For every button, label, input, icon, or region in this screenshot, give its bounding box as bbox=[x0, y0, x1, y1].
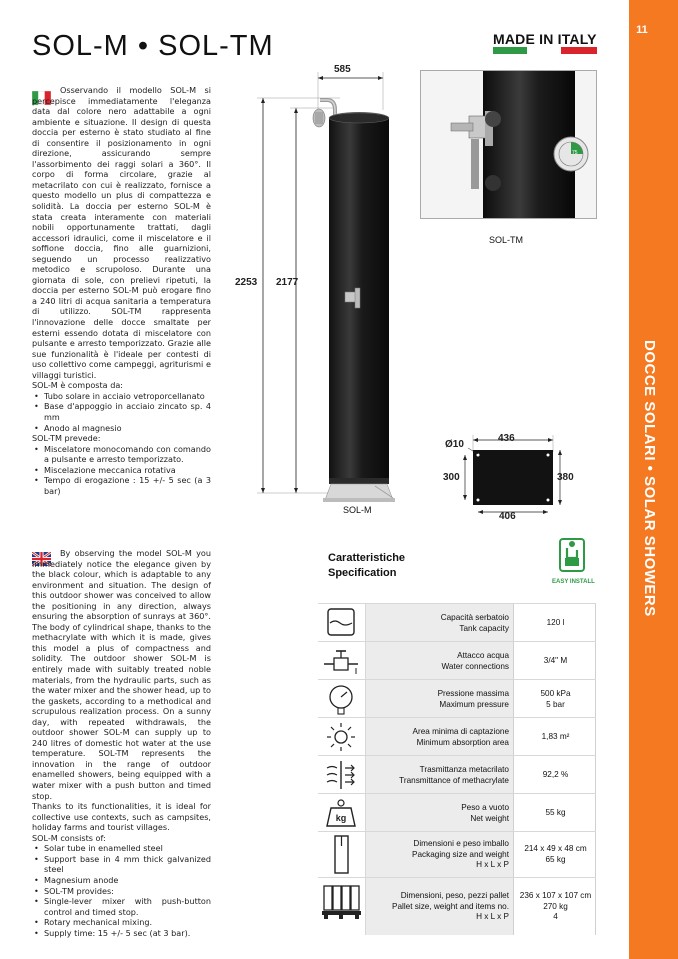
italian-provides-heading: SOL-TM prevede: bbox=[32, 433, 101, 444]
table-row bbox=[318, 831, 596, 877]
spec-value-2: 65 kg bbox=[545, 854, 566, 864]
english-text bbox=[32, 548, 211, 938]
water-connection-icon bbox=[318, 642, 365, 679]
base-right-dimension: 380 bbox=[557, 472, 574, 483]
spec-label-it: Capacità serbatoio bbox=[440, 613, 509, 622]
base-hole-dimension: Ø10 bbox=[445, 439, 464, 450]
list-item: • Single-lever mixer with push-button control and timed stop. bbox=[32, 896, 211, 917]
pallet-icon bbox=[318, 878, 365, 935]
list-item: • Miscelatore monocomando con comando a pulsante e arresto temporizzato. bbox=[32, 444, 211, 465]
weight-icon-text: kg bbox=[335, 813, 347, 823]
width-dimension: 585 bbox=[334, 64, 351, 75]
table-row bbox=[318, 641, 596, 679]
list-item: • Anodo al magnesio bbox=[32, 423, 211, 434]
caption-sol-m: SOL-M bbox=[343, 505, 372, 515]
transmittance-icon bbox=[318, 756, 365, 793]
table-row bbox=[318, 877, 596, 935]
spec-label-it: Area minima di captazione bbox=[412, 727, 509, 736]
spec-label-it: Dimensioni e peso imballo bbox=[413, 839, 509, 848]
spec-title-en: Specification bbox=[328, 567, 397, 579]
pressure-gauge-icon bbox=[318, 680, 365, 717]
spec-value: 500 kPa bbox=[540, 689, 571, 698]
spec-value: 214 x 49 x 48 cm bbox=[524, 844, 587, 853]
spec-value: 120 l bbox=[546, 618, 565, 627]
made-in-italy-label: MADE IN ITALY bbox=[493, 31, 597, 47]
page-number: 11 bbox=[636, 24, 648, 36]
spec-label-3: H x L x P bbox=[476, 912, 509, 921]
spec-label-it: Dimensioni, peso, pezzi pallet bbox=[400, 891, 509, 900]
italian-paragraph: Osservando il modello SOL-M si percepisce immediatamente l'eleganza data dal colore nero adattabile a ogni ambiente e situazione. Il design di questa doccia per esterno è stato studiato al fine di consentire il posizionamento in ogni direzione, assicurando sempre l'assorbimento dei raggi solari a 360°. Il corpo di forma circolare, grazie al metacrilato con cui è realizzato, fornisce a questo modello un plus di compattezza e solidità. La doccia per esterno SOL-M è stata creata interamente con materiali nobili opportunamente trattati, dagli accessori idraulici, come il miscelatore e il soffione doccia, fino alle guarnizioni, seguendo un processo realizzativo metodico e scrupoloso. Durante una giornata di sole, con prelievi ripetuti, la doccia per esterno SOL-M può erogare fino a 240 litri di acqua sanitaria a temperatura di utilizzo. SOL-TM rappresenta l'innovazione delle docce smaltate per esterni essendo dotata di miscelatore con pulsante e arresto temporizzato. Grazie alle sue funzionalità è l'ideale per contesti di uso collettivo come campeggi, agriturismi e villaggi turistici. bbox=[32, 85, 211, 380]
flag-bar-red bbox=[561, 47, 597, 54]
spec-title bbox=[328, 551, 405, 581]
spec-value: 3/4" M bbox=[543, 656, 568, 665]
spec-label-it: Peso a vuoto bbox=[461, 803, 509, 812]
list-item: • Supply time: 15 +/- 5 sec (at 3 bar). bbox=[32, 928, 211, 939]
spec-label-en: Net weight bbox=[470, 813, 509, 823]
spec-label-en: Packaging size and weight bbox=[412, 849, 509, 859]
spec-title-it: Caratteristiche bbox=[328, 552, 406, 564]
spec-label-it: Trasmittanza metacrilato bbox=[419, 765, 509, 774]
table-row bbox=[318, 793, 596, 831]
list-item: • Tempo di erogazione : 15 +/- 5 sec (a 3 bar) bbox=[32, 475, 211, 496]
spec-value: 1,83 m² bbox=[541, 732, 570, 741]
list-item: • Rotary mechanical mixing. bbox=[32, 917, 211, 928]
english-composed-heading: SOL-M consists of: bbox=[32, 832, 106, 843]
list-item: • Base d'appoggio in acciaio zincato sp. 4 mm bbox=[32, 401, 211, 422]
weight-icon bbox=[318, 794, 365, 831]
spec-label-en: Minimum absorption area bbox=[416, 737, 509, 747]
shower-drawing bbox=[225, 60, 425, 530]
italian-composed-heading: SOL-M è composta da: bbox=[32, 380, 124, 391]
page-title: SOL-M • SOL-TM bbox=[32, 30, 274, 62]
table-row bbox=[318, 717, 596, 755]
spec-value: 236 x 107 x 107 cm bbox=[519, 891, 592, 900]
spec-label-it: Attacco acqua bbox=[457, 651, 509, 660]
list-item: • Tubo solare in acciaio vetroporcellanato bbox=[32, 391, 211, 402]
easy-install-label: EASY INSTALL bbox=[552, 579, 595, 585]
flag-bar-green bbox=[493, 47, 527, 54]
base-top-dimension: 436 bbox=[498, 433, 515, 444]
list-item: • Support base in 4 mm thick galvanized steel bbox=[32, 854, 211, 875]
spec-label-it: Pressione massima bbox=[437, 689, 509, 698]
table-row bbox=[318, 755, 596, 793]
spec-label-en: Water connections bbox=[441, 661, 509, 671]
list-item: • SOL-TM provides: bbox=[32, 886, 211, 897]
spec-label-3: H x L x P bbox=[476, 860, 509, 869]
section-label: DOCCE SOLARI • SOLAR SHOWERS bbox=[641, 340, 658, 617]
list-item: • Miscelazione meccanica rotativa bbox=[32, 465, 211, 476]
spec-table bbox=[318, 603, 596, 935]
table-row bbox=[318, 679, 596, 717]
inner-height-dimension: 2177 bbox=[276, 277, 299, 288]
spec-label-en: Pallet size, weight and items no. bbox=[392, 901, 509, 911]
sol-tm-detail-image bbox=[420, 70, 597, 219]
base-left-dimension: 300 bbox=[443, 472, 460, 483]
italian-text bbox=[32, 85, 211, 496]
caption-sol-tm: SOL-TM bbox=[489, 235, 524, 245]
spec-label-en: Maximum pressure bbox=[439, 699, 509, 709]
spec-value-2: 5 bar bbox=[546, 699, 565, 709]
spec-label-en: Tank capacity bbox=[459, 623, 509, 633]
spec-value-2: 270 kg bbox=[543, 901, 568, 911]
base-bottom-dimension: 406 bbox=[499, 511, 516, 522]
table-row bbox=[318, 603, 596, 641]
list-item: • Magnesium anode bbox=[32, 875, 211, 886]
total-height-dimension: 2253 bbox=[235, 277, 258, 288]
package-icon bbox=[318, 832, 365, 877]
flag-bar-white bbox=[527, 47, 561, 54]
gauge-value: 75 bbox=[572, 150, 578, 156]
spec-value-3: 4 bbox=[553, 912, 558, 921]
sun-icon bbox=[318, 718, 365, 755]
english-paragraph-2: Thanks to its functionalities, it is ideal for collective use contexts, such as campsites, holiday farms and tourist villages. bbox=[32, 801, 211, 833]
spec-value: 92,2 % bbox=[542, 770, 569, 779]
english-paragraph: By observing the model SOL-M you immediately notice the elegance given by the black colour, which is adaptable to any environment and situation. The design of this outdoor shower was conceived to allow the positioning in any direction, always ensuring the absorption of sunrays at 360°. The body of cylindrical shape, thanks to the methacrylate with which it is made, gives this model a plus of compactness and solidity. The outdoor shower SOL-M is entirely made with suitably treated noble materials, from the hydraulic parts, such as the water mixer and the shower head, up to the gaskets, according to a methodical and scrupulous realization process. On a sunny day, with repeated withdrawals, the outdoor shower SOL-M can supply up to 240 litres of domestic hot water at the use temperature. SOL-TM represents the innovation in the range of outdoor enamelled showers, being equipped with a water mixer with a push button and timed stop. bbox=[32, 548, 211, 801]
list-item: • Solar tube in enamelled steel bbox=[32, 843, 211, 854]
spec-label-en: Transmittance of methacrylate bbox=[399, 775, 509, 785]
easy-install-icon bbox=[557, 536, 587, 576]
tank-icon bbox=[318, 604, 365, 641]
spec-value: 55 kg bbox=[545, 808, 566, 817]
